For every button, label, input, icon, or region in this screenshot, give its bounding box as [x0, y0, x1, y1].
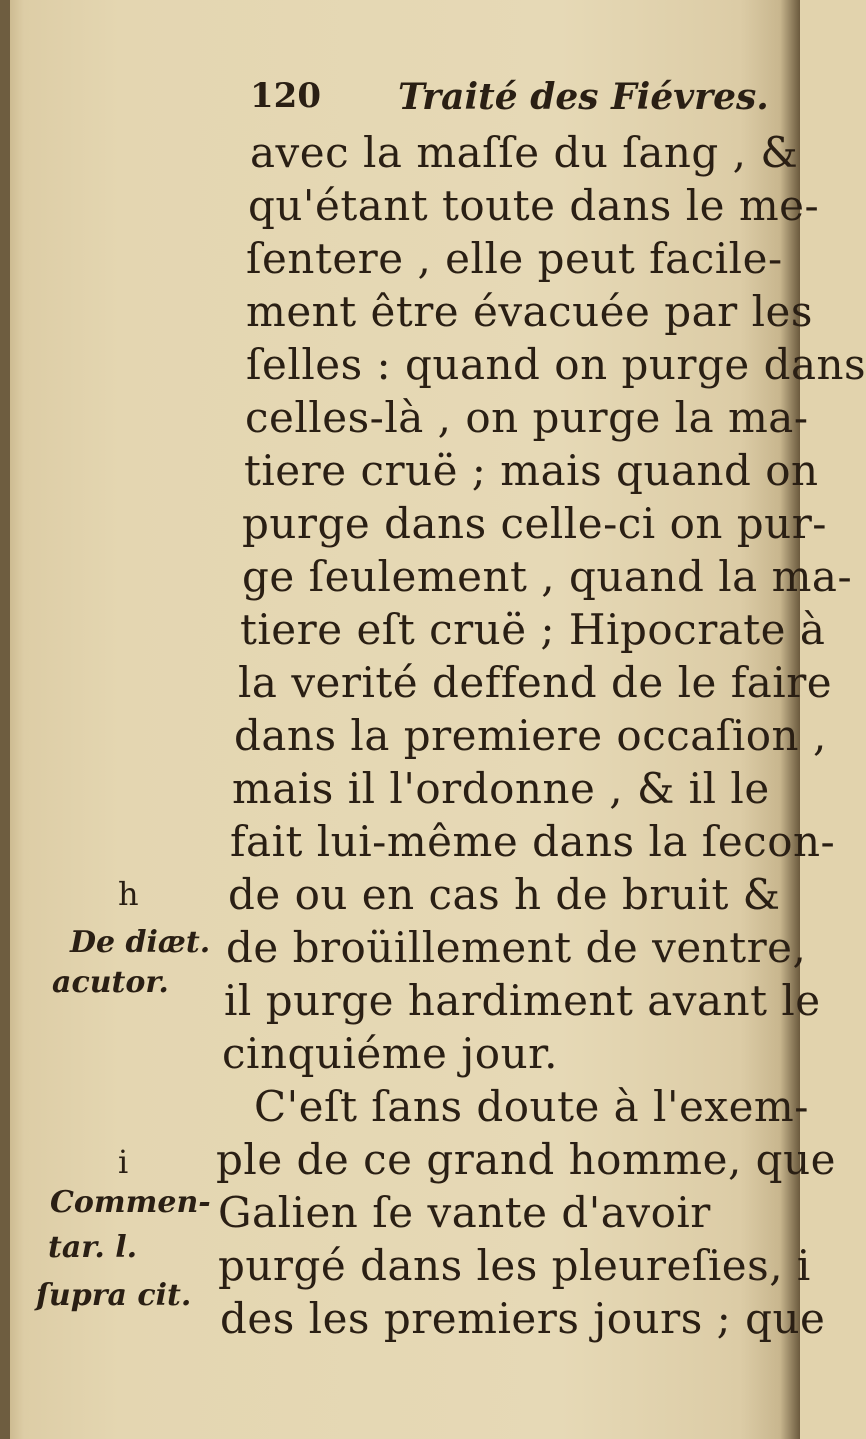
text-line: il purge hardiment avant le [224, 976, 821, 1025]
text-line: ſentere , elle peut facile- [246, 234, 783, 283]
margin-note-line: De diæt. [70, 925, 211, 960]
text-line: mais il l'ordonne , & il le [232, 764, 770, 813]
text-line: ge ſeulement , quand la ma- [242, 552, 853, 601]
margin-sigil: i [118, 1143, 129, 1181]
margin-note-line: acutor. [52, 965, 169, 1000]
text-line: avec la maſſe du ſang , & [250, 128, 799, 177]
text-line: cinquiéme jour. [222, 1029, 558, 1078]
text-line: tiere cruë ; mais quand on [244, 446, 819, 495]
margin-note-line: Commen- [50, 1185, 211, 1220]
text-line: ple de ce grand homme, que [216, 1135, 836, 1184]
running-title: Traité des Fiévres. [398, 76, 769, 118]
running-head [0, 70, 800, 130]
text-line: de broüillement de ventre, [226, 923, 807, 972]
text-line: purgé dans les pleureſies, i [218, 1241, 811, 1290]
text-line: la verité deffend de le faire [238, 658, 833, 707]
margin-sigil: h [118, 875, 139, 913]
text-line: de ou en cas h de bruit & [228, 870, 781, 919]
text-line: C'eſt ſans doute à l'exem- [254, 1082, 809, 1131]
book-spine-edge [0, 0, 10, 1439]
text-line: ſelles : quand on purge dans [246, 340, 866, 389]
text-line: fait lui-même dans la ſecon- [230, 817, 836, 866]
text-line: ment être évacuée par les [246, 287, 813, 336]
margin-note-line: tar. l. [48, 1230, 138, 1265]
margin-note-line: ſupra cit. [36, 1278, 192, 1313]
text-line: qu'étant toute dans le me- [248, 181, 820, 230]
text-line: dans la premiere occaſion , [234, 711, 827, 760]
text-line: Galien ſe vante d'avoir [218, 1188, 711, 1237]
text-line: purge dans celle-ci on pur- [242, 499, 827, 548]
text-line: celles-là , on purge la ma- [245, 393, 809, 442]
text-line: des les premiers jours ; que [220, 1294, 826, 1343]
text-line: tiere eſt cruë ; Hipocrate à [240, 605, 826, 654]
page-number: 120 [250, 76, 321, 116]
